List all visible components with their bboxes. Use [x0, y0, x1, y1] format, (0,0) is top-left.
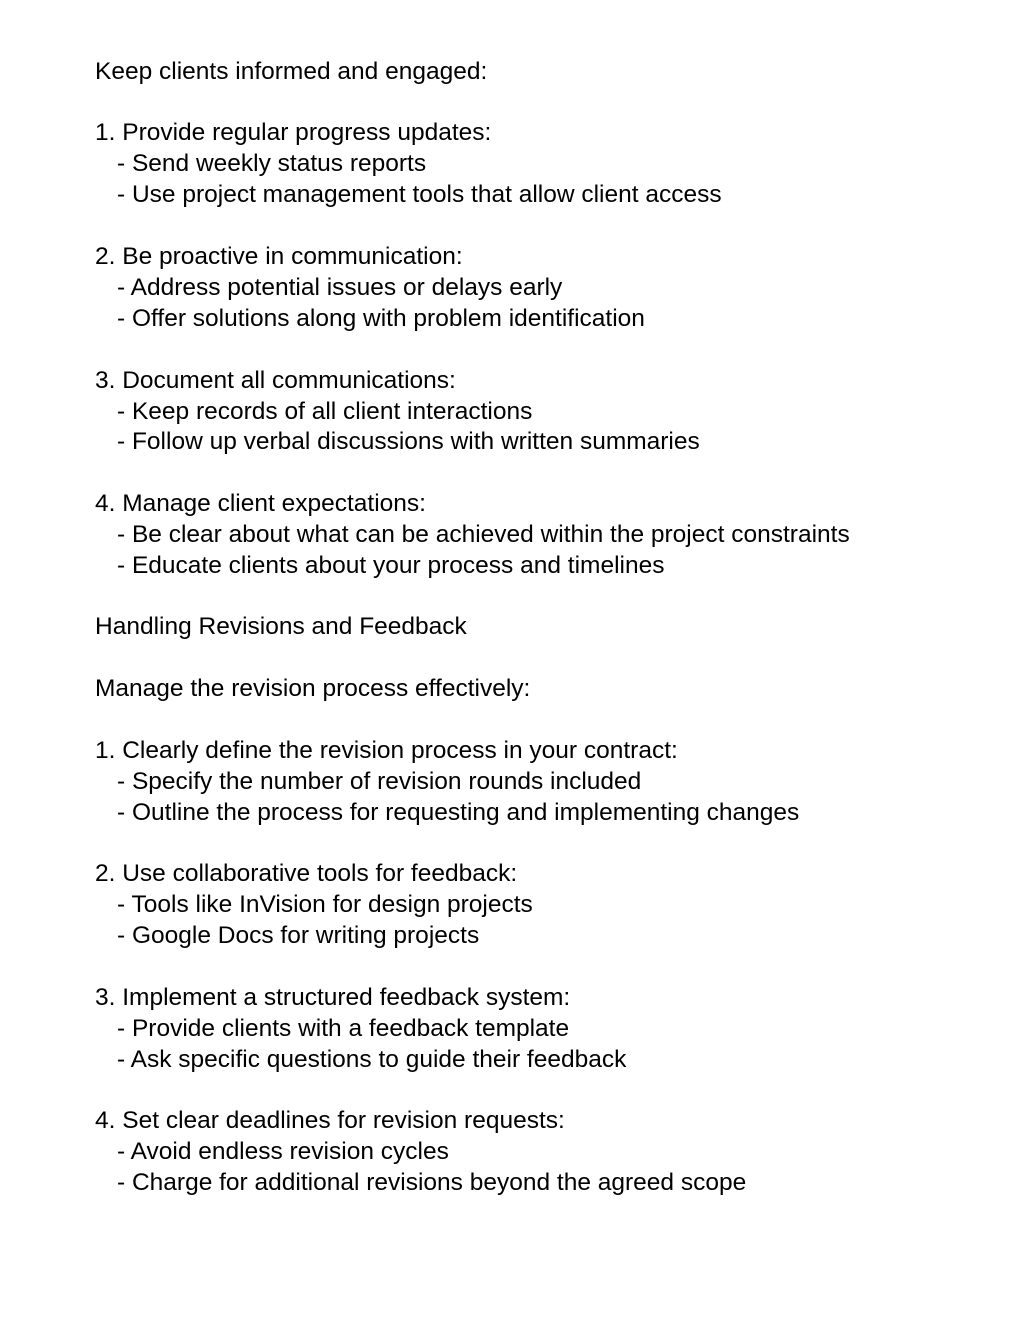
list-item-title: 4. Manage client expectations:: [95, 490, 426, 517]
list-item-title: 4. Set clear deadlines for revision requests:: [95, 1107, 565, 1134]
list-item-bullet: - Outline the process for requesting and implementing changes: [117, 799, 800, 826]
intro-heading: Keep clients informed and engaged:: [95, 58, 488, 85]
section-heading: Handling Revisions and Feedback: [95, 613, 467, 640]
list-item-bullet: - Address potential issues or delays early: [117, 274, 563, 301]
list-item-bullet: - Google Docs for writing projects: [117, 922, 480, 949]
section-intro: Manage the revision process effectively:: [95, 675, 531, 702]
list-item-title: 3. Document all communications:: [95, 367, 456, 394]
list-item-bullet: - Ask specific questions to guide their feedback: [117, 1046, 627, 1073]
list-item-bullet: - Offer solutions along with problem identification: [117, 305, 645, 332]
list-item-title: 3. Implement a structured feedback system:: [95, 984, 571, 1011]
list-item-bullet: - Use project management tools that allow client access: [117, 181, 722, 208]
list-item-bullet: - Be clear about what can be achieved within the project constraints: [117, 521, 850, 548]
list-item-bullet: - Specify the number of revision rounds included: [117, 768, 642, 795]
list-item-bullet: - Provide clients with a feedback template: [117, 1015, 570, 1042]
list-item-title: 2. Use collaborative tools for feedback:: [95, 860, 518, 887]
list-item-title: 2. Be proactive in communication:: [95, 243, 463, 270]
list-item-bullet: - Educate clients about your process and timelines: [117, 552, 665, 579]
list-item-bullet: - Follow up verbal discussions with written summaries: [117, 428, 700, 455]
list-item-bullet: - Tools like InVision for design projects: [117, 891, 533, 918]
list-item-bullet: - Keep records of all client interactions: [117, 398, 533, 425]
list-item-title: 1. Provide regular progress updates:: [95, 119, 492, 146]
list-item-bullet: - Charge for additional revisions beyond the agreed scope: [117, 1169, 747, 1196]
list-item-bullet: - Avoid endless revision cycles: [117, 1138, 449, 1165]
list-item-bullet: - Send weekly status reports: [117, 150, 427, 177]
list-item-title: 1. Clearly define the revision process in your contract:: [95, 737, 678, 764]
